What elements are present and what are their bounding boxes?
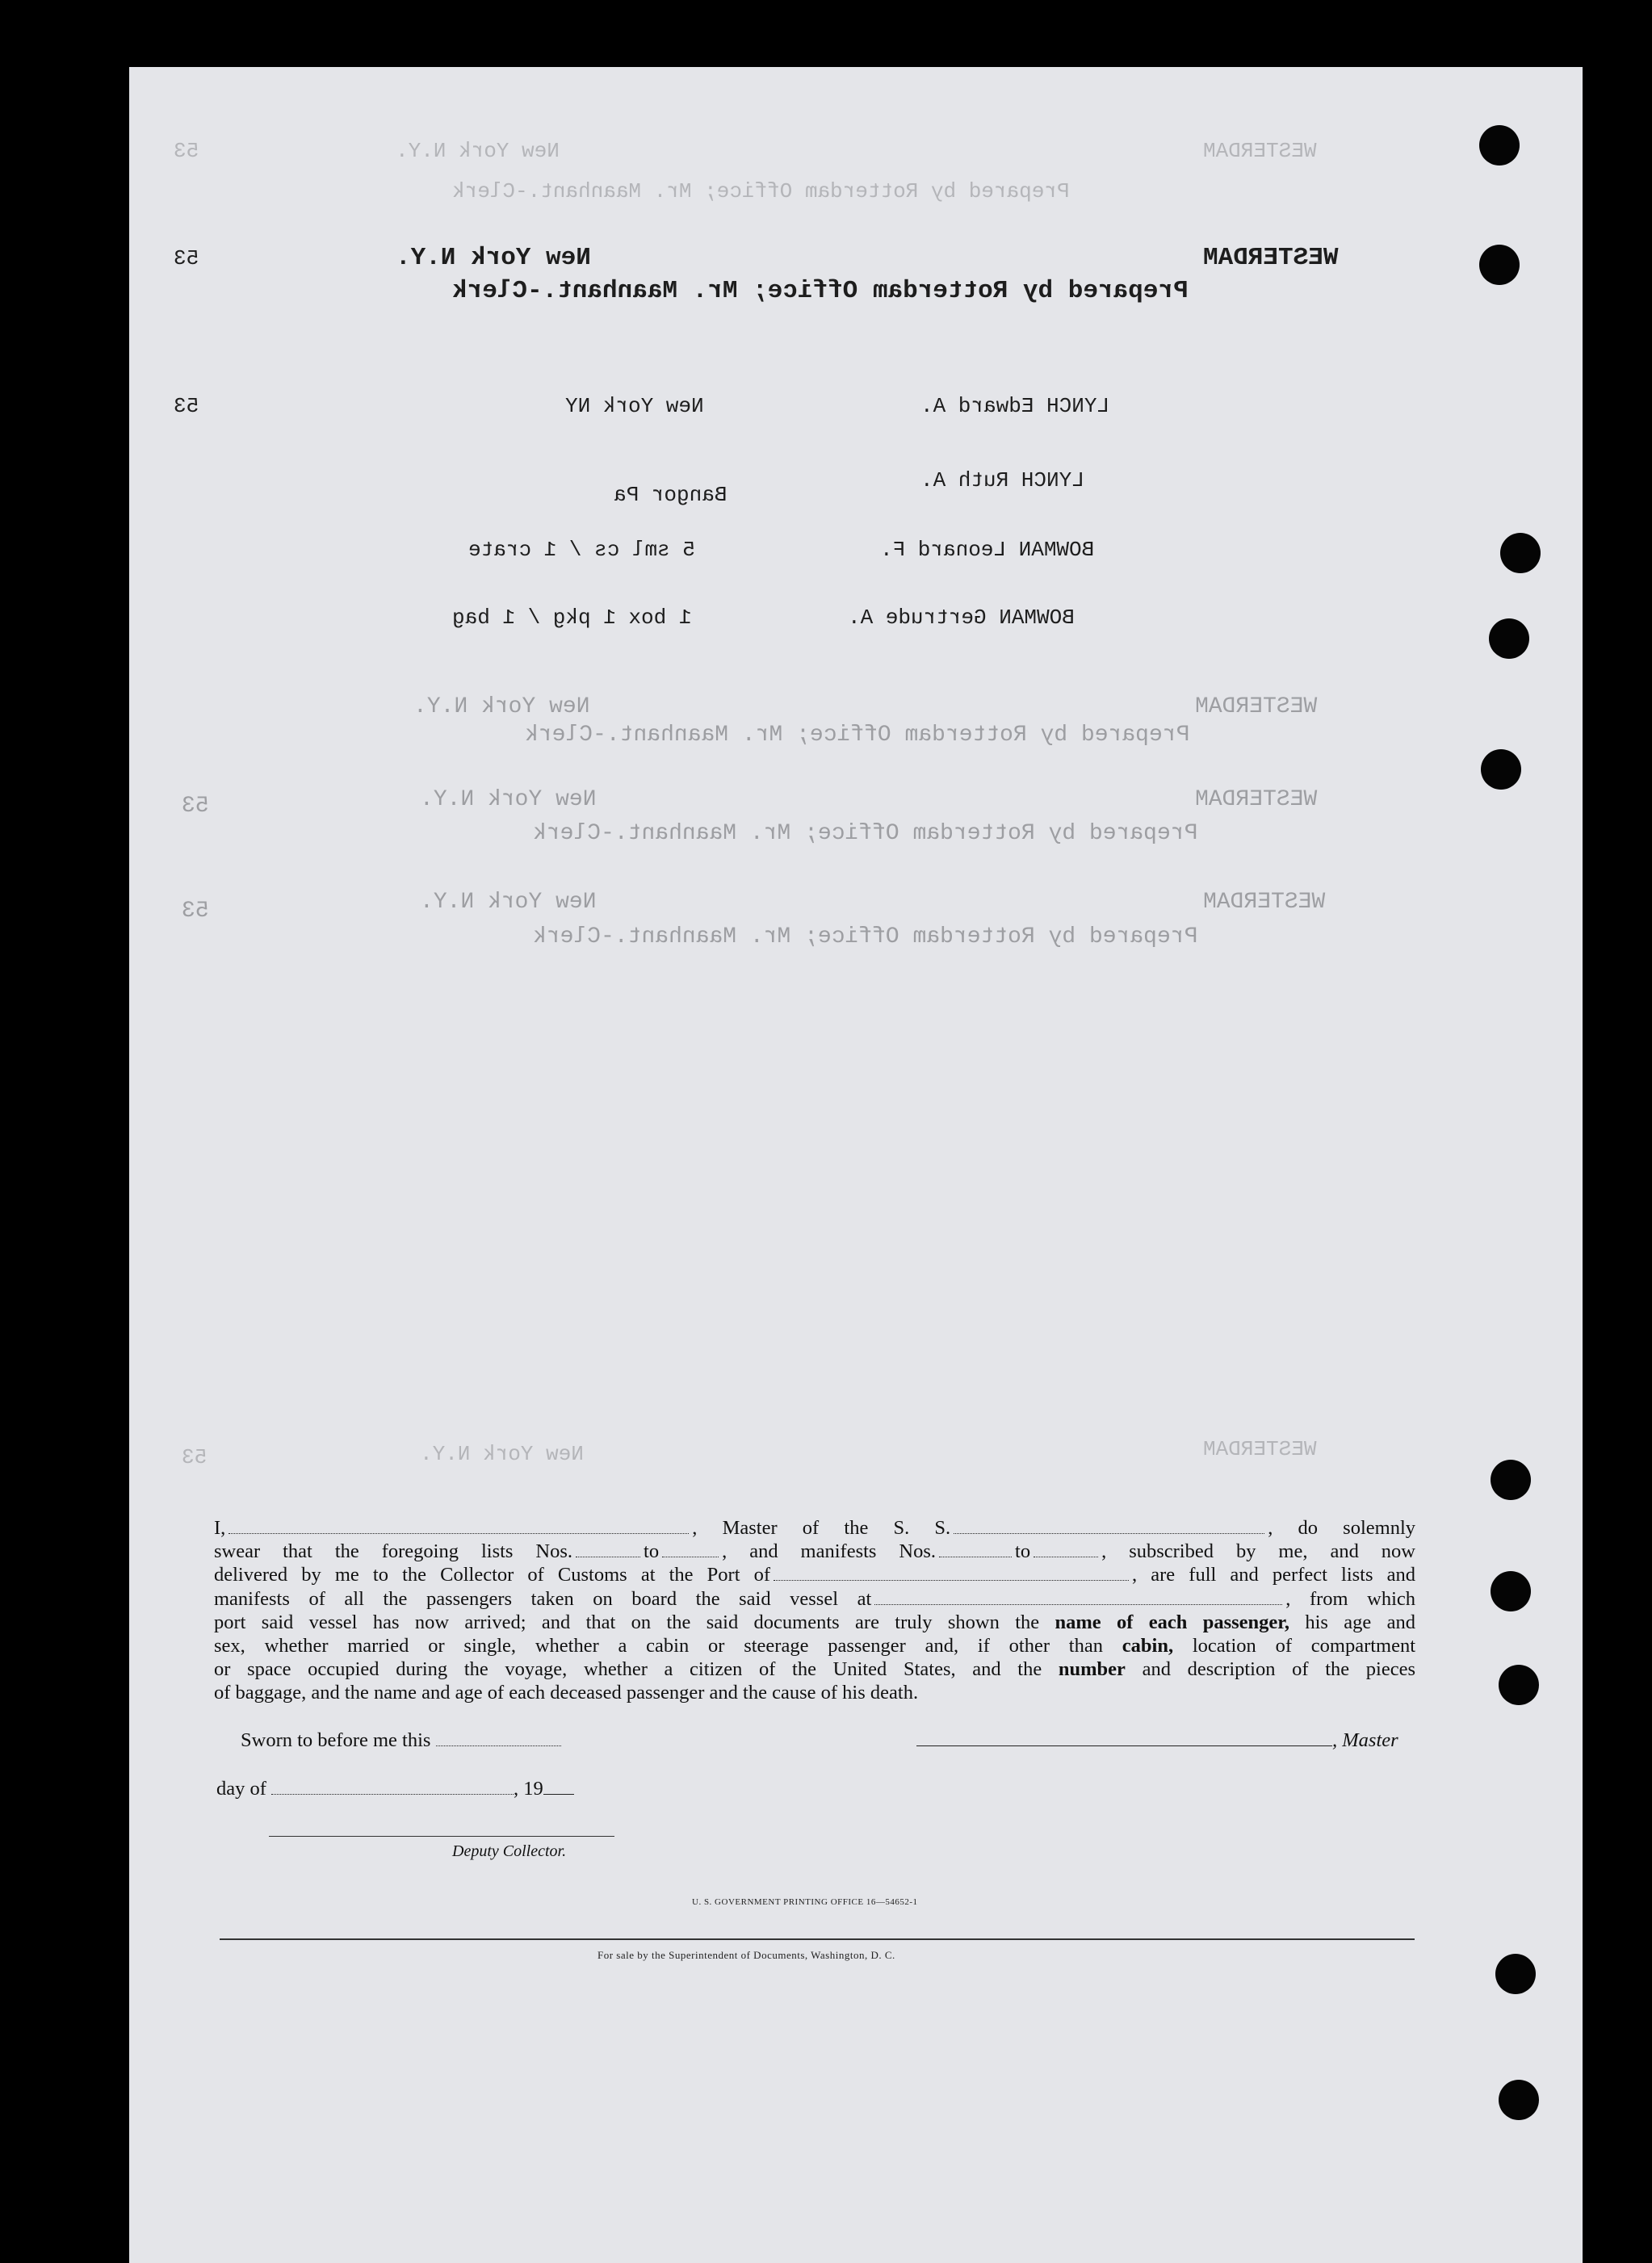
for-sale-note: For sale by the Superintendent of Documents, Washington, D. C. bbox=[597, 1949, 895, 1961]
blank-master-signature[interactable] bbox=[916, 1745, 1332, 1746]
bleed-line-no: 53 bbox=[182, 794, 209, 819]
bleed-ship-name: WESTERDAM bbox=[1195, 694, 1318, 719]
blank-port[interactable] bbox=[774, 1579, 1129, 1581]
passenger-name: BOWMAN Leonard F. bbox=[880, 538, 1095, 562]
date-line bbox=[216, 1778, 574, 1800]
printing-office-note: U. S. GOVERNMENT PRINTING OFFICE 16—54652-1 bbox=[692, 1897, 918, 1907]
bleed-destination: New York N.Y. bbox=[420, 1442, 584, 1466]
oath-line bbox=[214, 1540, 1415, 1563]
passenger-place: Bangor Pa bbox=[614, 483, 727, 507]
oath-line bbox=[214, 1587, 1415, 1611]
oath-text: delivered by me to the Collector of Customs at the Port of bbox=[214, 1564, 771, 1586]
line-number: 53 bbox=[174, 246, 199, 270]
day-of-label: day of bbox=[216, 1778, 266, 1800]
punch-hole bbox=[1499, 1665, 1539, 1705]
bleed-ship-name: WESTERDAM bbox=[1203, 890, 1326, 915]
blank-master-name[interactable] bbox=[229, 1532, 689, 1534]
passenger-number: 53 bbox=[174, 394, 199, 418]
bleed-line-no: 53 bbox=[182, 1445, 208, 1469]
destination: New York N.Y. bbox=[396, 244, 591, 272]
blank-list-from[interactable] bbox=[576, 1556, 640, 1557]
oath-text: to bbox=[1015, 1540, 1031, 1563]
punch-hole bbox=[1500, 533, 1541, 573]
oath-bold-text: cabin, bbox=[1122, 1635, 1174, 1657]
oath-text: port said vessel has now arrived; and that on the said documents are truly shown the bbox=[214, 1611, 1040, 1633]
oath-line bbox=[214, 1611, 1415, 1634]
bleed-prepared-by: Prepared by Rotterdam Office; Mr. Maanhant.-Clerk bbox=[533, 924, 1198, 949]
punch-hole bbox=[1489, 618, 1529, 659]
prepared-by: Prepared by Rotterdam Office; Mr. Maanhant.-Clerk bbox=[452, 277, 1189, 305]
bleed-prepared-by: Prepared by Rotterdam Office; Mr. Maanhant.-Clerk bbox=[525, 723, 1190, 748]
oath-text: , are full and perfect lists and bbox=[1132, 1564, 1415, 1586]
document-sheet bbox=[129, 67, 1583, 2263]
footer-rule bbox=[220, 1938, 1415, 1940]
oath-bold-text: name of each passenger, bbox=[1055, 1611, 1290, 1633]
passenger-name: LYNCH Ruth A. bbox=[920, 468, 1084, 492]
oath-text: his age and bbox=[1305, 1611, 1416, 1633]
passenger-baggage: 1 box 1 pkg / 1 bag bbox=[452, 606, 692, 630]
sworn-line bbox=[241, 1729, 561, 1752]
deputy-signature-line bbox=[269, 1836, 614, 1837]
bleed-prepared-by: Prepared by Rotterdam Office; Mr. Maanhant.-Clerk bbox=[452, 179, 1070, 203]
blank-ship-name[interactable] bbox=[954, 1532, 1264, 1534]
punch-hole bbox=[1499, 2080, 1539, 2120]
punch-hole bbox=[1495, 1954, 1536, 1994]
blank-year[interactable] bbox=[543, 1793, 574, 1795]
oath-paragraph bbox=[214, 1516, 1415, 1705]
oath-line bbox=[214, 1634, 1415, 1657]
oath-line bbox=[214, 1516, 1415, 1540]
oath-text: , subscribed by me, and now bbox=[1101, 1540, 1415, 1563]
oath-text: , from which bbox=[1285, 1587, 1415, 1610]
blank-day-of[interactable] bbox=[271, 1793, 514, 1795]
oath-text: and description of the pieces bbox=[1142, 1658, 1415, 1681]
punch-hole bbox=[1491, 1460, 1531, 1500]
bleed-destination: New York N.Y. bbox=[420, 787, 597, 812]
punch-hole bbox=[1479, 245, 1520, 285]
oath-text: , Master of the S. S. bbox=[692, 1517, 951, 1539]
master-signature-line bbox=[916, 1729, 1398, 1752]
oath-text: location of compartment bbox=[1192, 1635, 1416, 1657]
bleed-ship-name: WESTERDAM bbox=[1195, 787, 1318, 812]
year-label: , 19 bbox=[514, 1778, 543, 1800]
passenger-baggage: 5 sml cs / 1 crate bbox=[468, 538, 695, 562]
oath-text: or space occupied during the voyage, whether a citizen of the United States, and the bbox=[214, 1658, 1042, 1681]
blank-manifest-from[interactable] bbox=[939, 1556, 1012, 1557]
punch-hole bbox=[1491, 1571, 1531, 1611]
bleed-prepared-by: Prepared by Rotterdam Office; Mr. Maanhant.-Clerk bbox=[533, 821, 1198, 846]
oath-text: , and manifests Nos. bbox=[722, 1540, 937, 1563]
punch-hole bbox=[1479, 125, 1520, 166]
oath-text: swear that the foregoing lists Nos. bbox=[214, 1540, 573, 1563]
oath-line bbox=[214, 1657, 1415, 1681]
oath-line: of baggage, and the name and age of each deceased passenger and the cause of his death. bbox=[214, 1682, 919, 1704]
oath-text: sex, whether married or single, whether a cabin or steerage passenger and, if other than bbox=[214, 1635, 1103, 1657]
blank-sworn-day[interactable] bbox=[436, 1745, 561, 1746]
bleed-ship-name: WESTERDAM bbox=[1203, 1437, 1317, 1461]
oath-line bbox=[214, 1563, 1415, 1586]
bleed-ship-name: WESTERDAM bbox=[1203, 139, 1317, 163]
passenger-name: LYNCH Edward A. bbox=[920, 394, 1110, 418]
blank-manifest-to[interactable] bbox=[1034, 1556, 1098, 1557]
sworn-label: Sworn to before me this bbox=[241, 1729, 431, 1751]
oath-text: to bbox=[644, 1540, 660, 1563]
bleed-line-no: 53 bbox=[182, 899, 209, 924]
punch-hole bbox=[1481, 749, 1521, 790]
bleed-line-no: 53 bbox=[174, 139, 199, 163]
bleed-destination: New York N.Y. bbox=[396, 139, 560, 163]
ship-name: WESTERDAM bbox=[1203, 244, 1339, 272]
deputy-collector-label: Deputy Collector. bbox=[452, 1842, 567, 1860]
oath-text: I, bbox=[214, 1517, 226, 1539]
passenger-name: BOWMAN Gertrude A. bbox=[848, 606, 1075, 630]
bleed-destination: New York N.Y. bbox=[413, 694, 590, 719]
oath-text: manifests of all the passengers taken on board the said vessel at bbox=[214, 1587, 872, 1610]
oath-text: , do solemnly bbox=[1268, 1517, 1415, 1539]
blank-departure-port[interactable] bbox=[874, 1603, 1282, 1605]
oath-bold-text: number bbox=[1058, 1658, 1126, 1681]
passenger-place: New York NY bbox=[565, 394, 704, 418]
blank-list-to[interactable] bbox=[662, 1556, 719, 1557]
bleed-destination: New York N.Y. bbox=[420, 890, 597, 915]
master-label: , Master bbox=[1332, 1729, 1398, 1751]
